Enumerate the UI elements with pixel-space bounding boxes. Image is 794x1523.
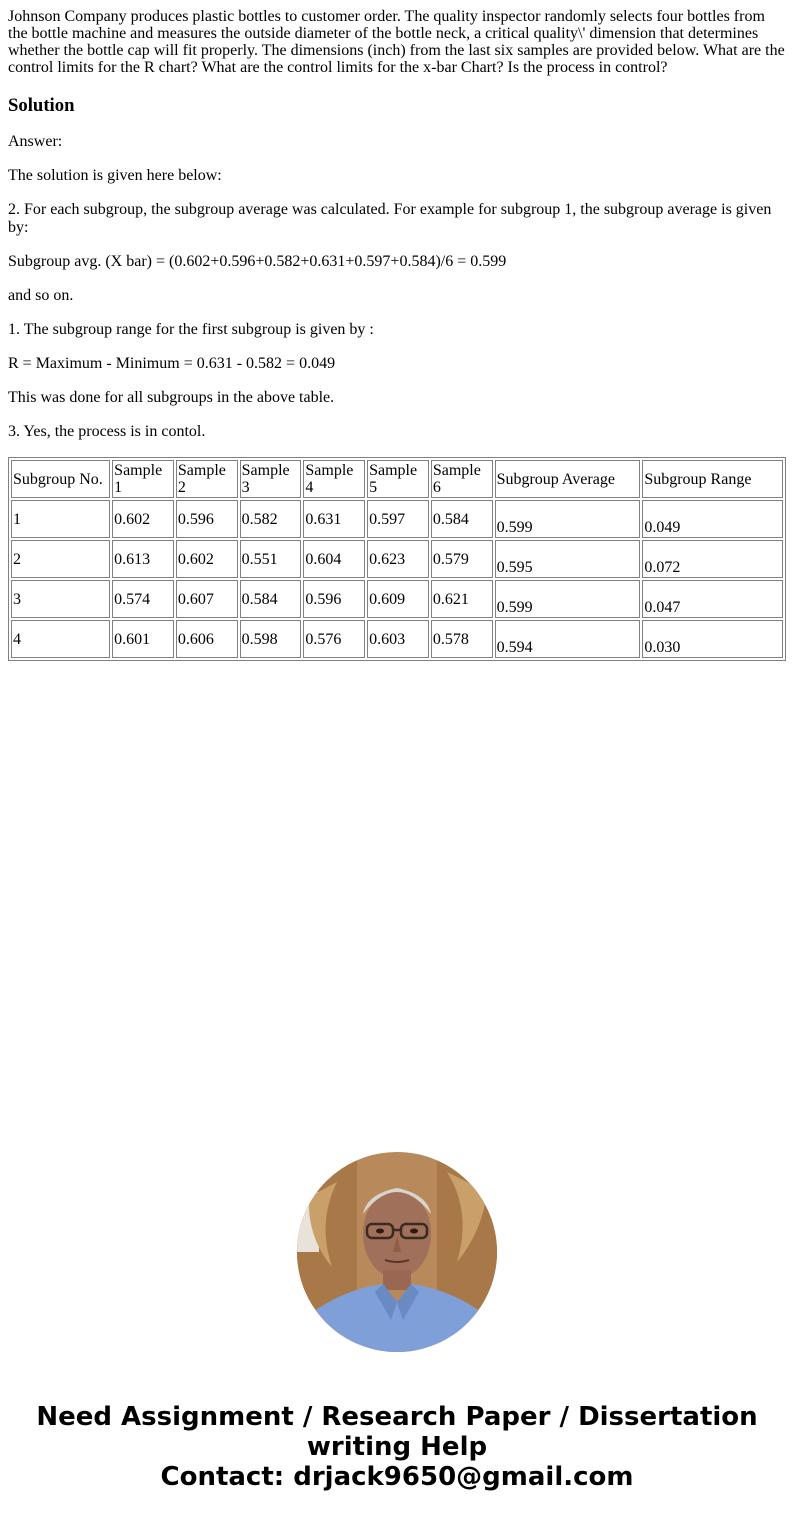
table-cell: 0.584 <box>240 580 302 618</box>
table-cell: 4 <box>11 620 110 658</box>
table-cell: 0.623 <box>367 540 429 578</box>
header-cell: Sample 4 <box>303 460 365 498</box>
range-formula: R = Maximum - Minimum = 0.631 - 0.582 = 0.049 <box>8 355 336 372</box>
subgroup-table <box>8 457 786 661</box>
table-cell: 0.602 <box>112 500 174 538</box>
table-cell: 0.576 <box>303 620 365 658</box>
question-text: Johnson Company produces plastic bottles to customer order. The quality inspector randomly selects four bottles from the bottle machine and measures the outside diameter of the bottle neck, a critical quality\' dimension that determines whether the bottle cap will fit properly. The dimensions (inch) from the last six samples are provided below. What are the control limits for the R chart? What are the control limits for the x-bar Chart? Is the process in control? <box>8 8 785 76</box>
avatar-portrait <box>297 1152 497 1352</box>
table-cell: 0.599 <box>495 500 641 538</box>
table-cell: 0.047 <box>642 580 783 618</box>
table-cell: 0.584 <box>431 500 493 538</box>
table-cell: 0.579 <box>431 540 493 578</box>
table-cell: 0.604 <box>303 540 365 578</box>
table-cell: 0.609 <box>367 580 429 618</box>
table-cell: 0.599 <box>495 580 641 618</box>
table-cell: 0.607 <box>176 580 238 618</box>
step-3-text: 3. Yes, the process is in contol. <box>8 423 206 440</box>
solution-heading: Solution <box>8 95 75 116</box>
header-cell: Sample 2 <box>176 460 238 498</box>
promo-line-1: Need Assignment / Research Paper / Dissertation <box>36 1402 758 1432</box>
answer-label: Answer: <box>8 133 63 150</box>
header-cell: Subgroup No. <box>11 460 110 498</box>
page-content <box>8 8 786 661</box>
header-cell: Sample 6 <box>431 460 493 498</box>
table-cell: 0.631 <box>303 500 365 538</box>
table-cell: 0.606 <box>176 620 238 658</box>
table-header-row <box>11 460 783 498</box>
table-cell: 0.596 <box>176 500 238 538</box>
table-row <box>11 580 783 618</box>
promo-line-2: writing Help <box>306 1432 488 1462</box>
promo-contact: Contact: drjack9650@gmail.com <box>160 1462 634 1492</box>
all-subgroups-note: This was done for all subgroups in the above table. <box>8 389 335 406</box>
table-cell: 0.602 <box>176 540 238 578</box>
subgroup-average-formula: Subgroup avg. (X bar) = (0.602+0.596+0.582+0.631+0.597+0.584)/6 = 0.599 <box>8 253 507 270</box>
table-cell: 0.601 <box>112 620 174 658</box>
table-cell: 0.603 <box>367 620 429 658</box>
table-row <box>11 500 783 538</box>
header-cell: Subgroup Range <box>642 460 783 498</box>
table-cell: 0.596 <box>303 580 365 618</box>
author-avatar <box>297 1152 497 1352</box>
table-cell: 0.621 <box>431 580 493 618</box>
table-cell: 0.072 <box>642 540 783 578</box>
table-cell: 0.574 <box>112 580 174 618</box>
header-cell: Sample 3 <box>240 460 302 498</box>
table-cell: 0.030 <box>642 620 783 658</box>
table-row <box>11 540 783 578</box>
table-cell: 1 <box>11 500 110 538</box>
table-cell: 3 <box>11 580 110 618</box>
table-cell: 0.595 <box>495 540 641 578</box>
and-so-on-text: and so on. <box>8 287 74 304</box>
header-cell: Sample 1 <box>112 460 174 498</box>
table-cell: 0.613 <box>112 540 174 578</box>
table-cell: 0.049 <box>642 500 783 538</box>
header-cell: Sample 5 <box>367 460 429 498</box>
step-1-text: 1. The subgroup range for the first subgroup is given by : <box>8 321 374 338</box>
step-2-text: 2. For each subgroup, the subgroup average was calculated. For example for subgroup 1, the subgroup average is given by: <box>8 201 772 236</box>
solution-intro: The solution is given here below: <box>8 167 222 184</box>
table-cell: 0.551 <box>240 540 302 578</box>
table-cell: 0.582 <box>240 500 302 538</box>
table-cell: 0.594 <box>495 620 641 658</box>
table-cell: 2 <box>11 540 110 578</box>
header-cell: Subgroup Average <box>495 460 641 498</box>
table-cell: 0.578 <box>431 620 493 658</box>
table-cell: 0.597 <box>367 500 429 538</box>
table-cell: 0.598 <box>240 620 302 658</box>
table-row <box>11 620 783 658</box>
promo-text <box>0 1402 794 1492</box>
